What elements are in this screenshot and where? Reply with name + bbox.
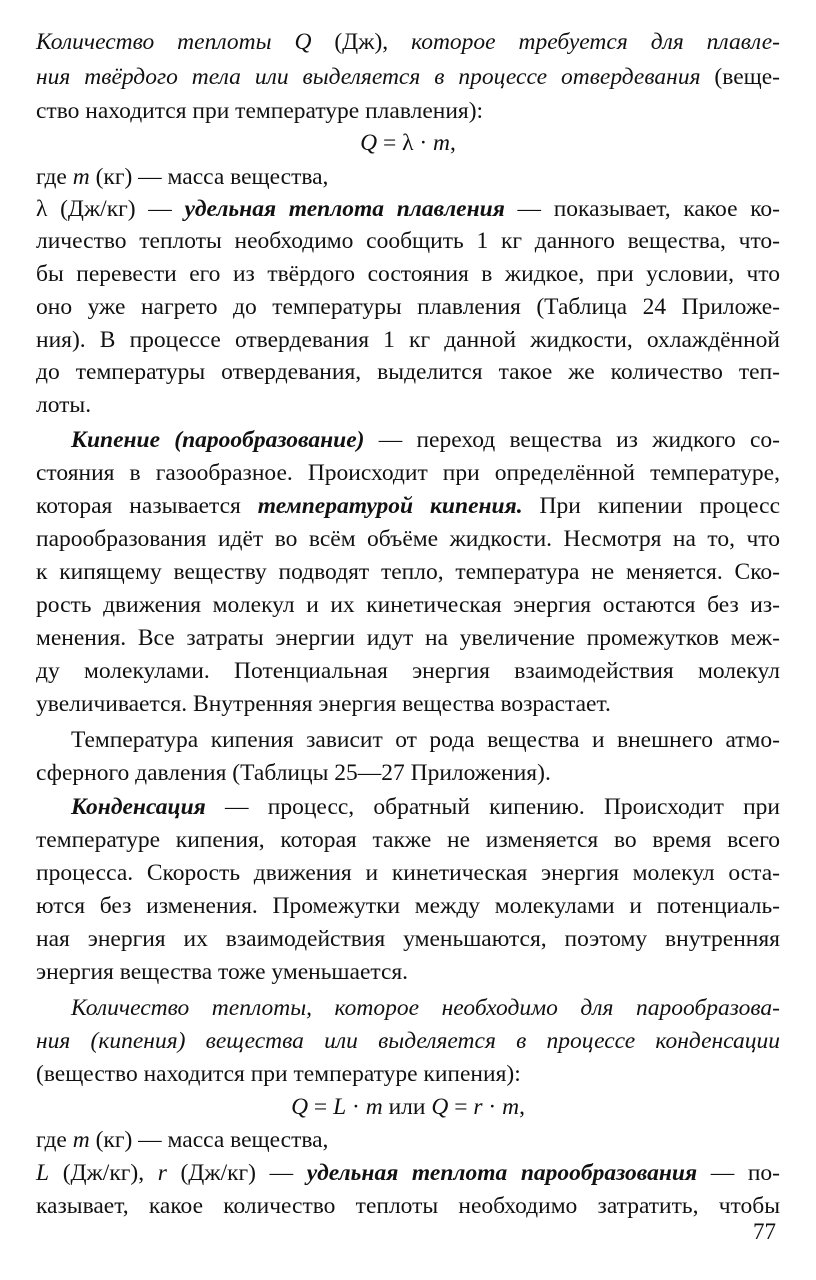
italic-text: Q	[360, 130, 378, 156]
text-run: (веще-	[700, 64, 781, 90]
text-run: бы перевести его из твёрдого состояния в жидкое, при условии, что	[36, 261, 780, 287]
text-run: λ (Дж/кг) —	[36, 196, 185, 222]
text-run: — процесс, обратный кипению. Происходит при	[205, 794, 780, 820]
text-run: менения. Все затраты энергии идут на увеличение промежутков меж-	[36, 625, 780, 651]
italic-text: Количество теплоты Q	[36, 29, 312, 55]
text-run: ство находится при температуре плавления):	[36, 98, 484, 124]
italic-text: Q	[431, 1094, 449, 1120]
italic-text: r	[473, 1094, 483, 1120]
text-line	[36, 758, 780, 788]
text-run: (Дж/кг) —	[166, 1160, 307, 1186]
text-run: или	[382, 1094, 432, 1120]
text-line	[36, 957, 780, 987]
text-run: =	[448, 1094, 474, 1120]
italic-text: которое требуется для плавле-	[411, 29, 781, 55]
text-run: личество теплоты необходимо сообщить 1 кг данного вещества, что-	[36, 228, 780, 254]
text-line	[36, 993, 780, 1023]
text-line	[36, 1158, 780, 1188]
text-line	[36, 590, 780, 620]
text-line	[36, 524, 780, 554]
text-run: Температура кипения зависит от рода вещества и внешнего атмо-	[71, 727, 780, 753]
term-text: Конденсация	[71, 794, 206, 820]
text-line	[36, 27, 780, 57]
text-run: (кг) — масса вещества,	[89, 164, 329, 190]
text-line	[36, 226, 780, 256]
text-line	[36, 792, 780, 822]
italic-text: m	[72, 1127, 90, 1153]
text-run: оно уже нагрето до температуры плавления (Таблица 24 Приложе-	[36, 294, 780, 320]
text-line	[36, 891, 780, 921]
text-run: ния). В процессе отвердевания 1 кг данной жидкости, охлаждённой	[36, 327, 780, 353]
text-line	[36, 1026, 780, 1056]
text-line	[36, 425, 780, 455]
italic-text: m	[72, 164, 90, 190]
text-run: стояния в газообразное. Происходит при определённой температуре,	[36, 460, 780, 486]
text-line	[36, 194, 780, 224]
text-run: — переход вещества из жидкого со-	[364, 427, 780, 453]
text-run: (кг) — масса вещества,	[89, 1127, 329, 1153]
text-run: энергия вещества тоже уменьшается.	[36, 959, 409, 985]
text-line	[36, 656, 780, 686]
text-line	[36, 689, 780, 719]
text-run: до температуры отвердевания, выделится такое же количество теп-	[36, 359, 780, 385]
text-line	[36, 259, 780, 289]
text-run: процесса. Скорость движения и кинетическая энергия молекул оста-	[36, 860, 780, 886]
formula	[36, 1092, 780, 1122]
text-run: ,	[519, 1094, 525, 1120]
text-run: к кипящему веществу подводят тепло, температура не меняется. Ско-	[36, 559, 780, 585]
text-run: увеличивается. Внутренняя энергия вещества возрастает.	[36, 691, 611, 717]
italic-text: Q	[291, 1094, 309, 1120]
text-run: — показывает, какое ко-	[504, 196, 781, 222]
italic-text: m	[365, 1094, 383, 1120]
text-run: которая называется	[36, 493, 258, 519]
text-run: = λ ·	[377, 130, 434, 156]
text-run: — по-	[697, 1160, 780, 1186]
text-run: ·	[482, 1094, 503, 1120]
text-run: казывает, какое количество теплоты необходимо затратить, чтобы	[36, 1193, 780, 1219]
page-number: 77	[753, 1219, 776, 1244]
text-line	[36, 1191, 780, 1221]
text-run: =	[308, 1094, 334, 1120]
term-text: Кипение (парообразование)	[71, 427, 365, 453]
text-line	[36, 325, 780, 355]
text-run: ются без изменения. Промежутки между молекулами и потенциаль-	[36, 893, 780, 919]
text-run: ная энергия их взаимодействия уменьшаются, поэтому внутренняя	[36, 926, 780, 952]
text-run: где	[36, 1127, 73, 1153]
text-run: парообразования идёт во всём объёме жидкости. Несмотря на то, что	[36, 526, 780, 552]
text-line	[36, 292, 780, 322]
text-line	[36, 162, 780, 192]
italic-text: L	[36, 1160, 50, 1186]
italic-text: Количество теплоты, которое необходимо для парообразова-	[71, 995, 780, 1021]
text-run: сферного давления (Таблицы 25—27 Приложения).	[36, 760, 551, 786]
italic-text: m	[433, 130, 451, 156]
text-run: ,	[450, 130, 456, 156]
text-line	[36, 458, 780, 488]
text-run: (Дж/кг),	[49, 1160, 158, 1186]
text-run: температуре кипения, которая также не изменяется во время всего	[36, 827, 780, 853]
text-line	[36, 1125, 780, 1155]
text-run: ·	[346, 1094, 366, 1120]
term-text: температурой кипения.	[257, 493, 523, 519]
text-line	[36, 858, 780, 888]
text-run: (Дж),	[311, 29, 412, 55]
text-line	[36, 96, 780, 126]
text-line	[36, 491, 780, 521]
text-line	[36, 1059, 780, 1089]
text-line	[36, 924, 780, 954]
italic-text: r	[157, 1160, 167, 1186]
text-run: лоты.	[36, 392, 92, 418]
italic-text: m	[502, 1094, 520, 1120]
text-line	[36, 825, 780, 855]
text-run: При кипении процесс	[522, 493, 780, 519]
text-run: где	[36, 164, 73, 190]
formula	[36, 128, 780, 158]
text-line	[36, 390, 780, 420]
text-line	[36, 623, 780, 653]
text-run: (вещество находится при температуре кипения):	[36, 1061, 521, 1087]
term-text: удельная теплота плавления	[184, 196, 505, 222]
text-run: рость движения молекул и их кинетическая энергия остаются без из-	[36, 592, 780, 618]
italic-text: ния твёрдого тела или выделяется в процессе отвердевания	[36, 64, 701, 90]
term-text: удельная теплота парообразования	[306, 1160, 698, 1186]
text-line	[36, 725, 780, 755]
text-line	[36, 357, 780, 387]
italic-text: ния (кипения) вещества или выделяется в процессе конденсации	[36, 1028, 780, 1054]
italic-text: L	[333, 1094, 347, 1120]
text-line	[36, 62, 780, 92]
text-line	[36, 557, 780, 587]
text-run: ду молекулами. Потенциальная энергия взаимодействия молекул	[36, 658, 780, 684]
